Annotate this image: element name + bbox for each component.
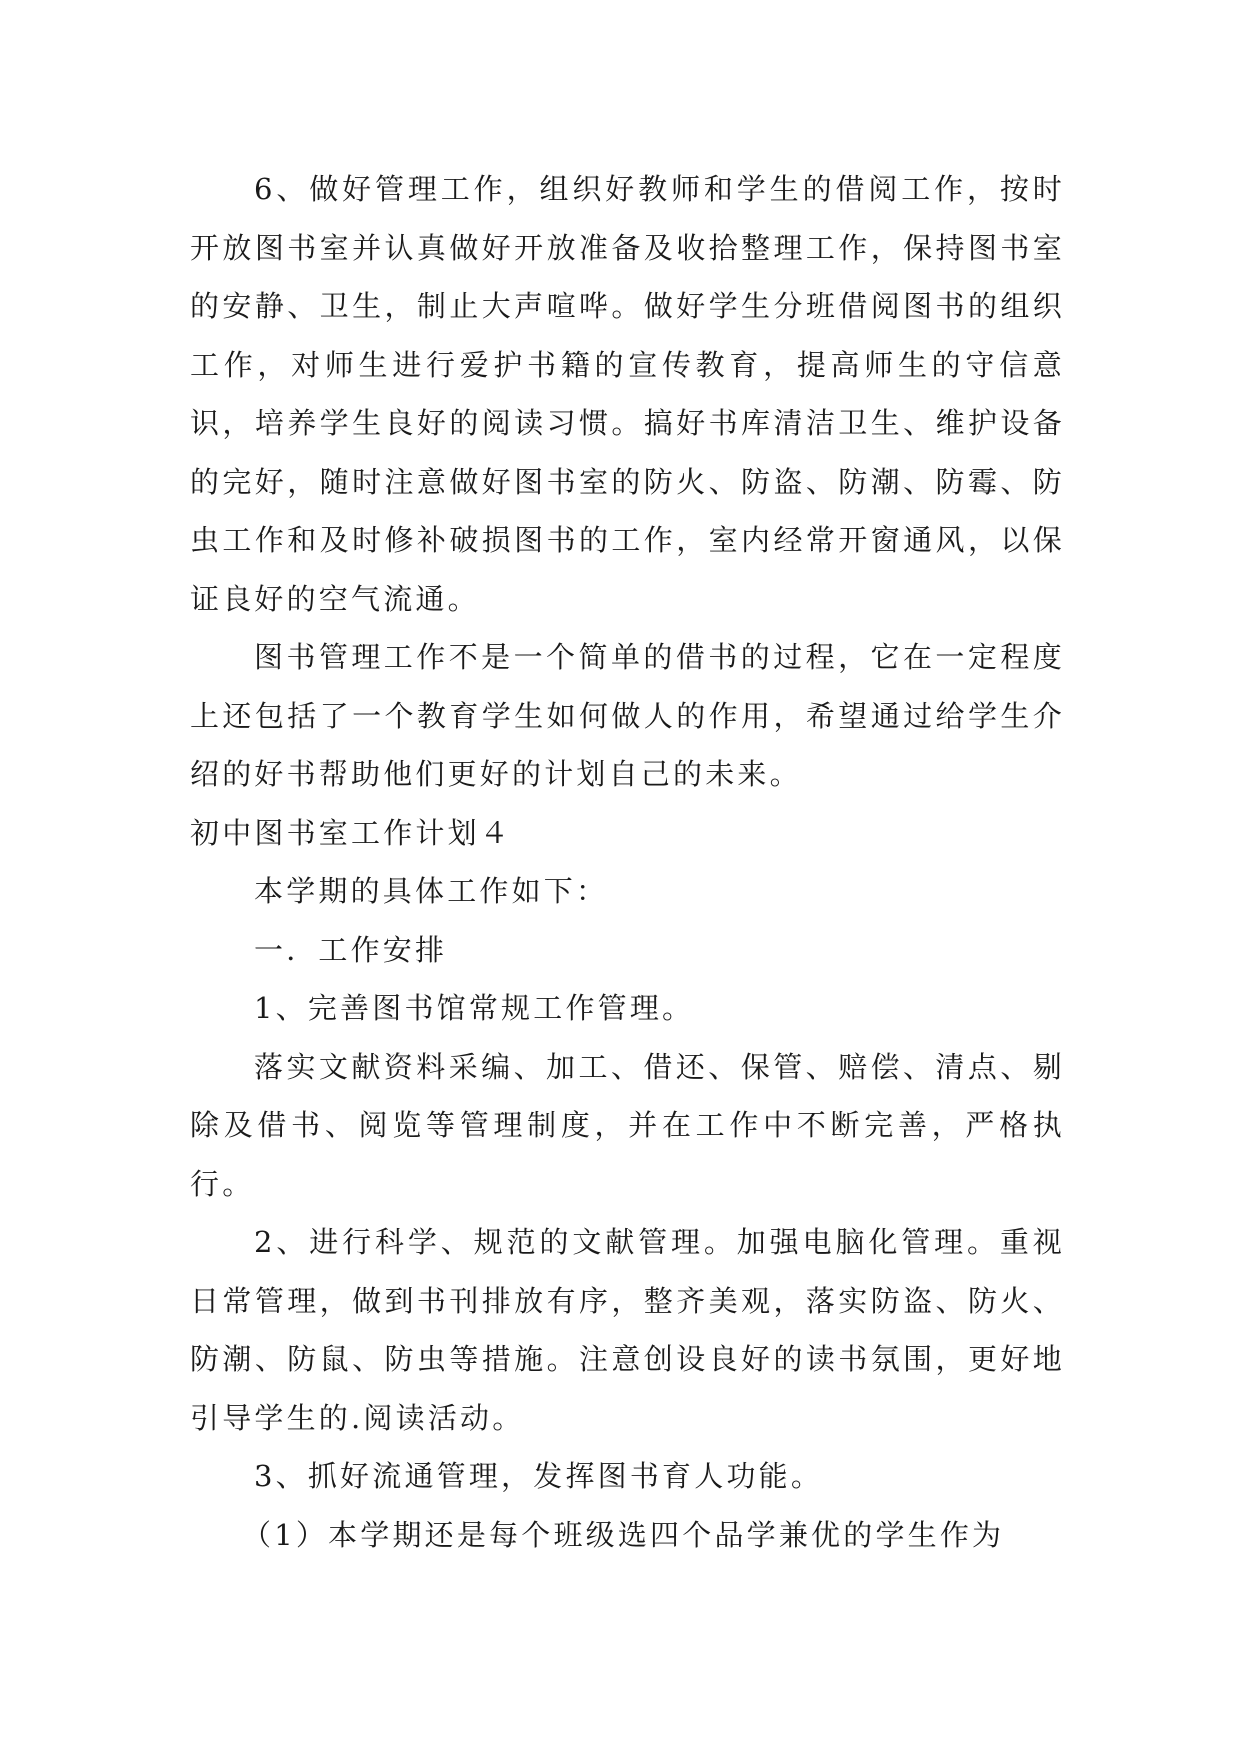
list-item-2: 2、进行科学、规范的文献管理。加强电脑化管理。重视日常管理，做到书刊排放有序，整齐美观，落实防盗、防火、防潮、防鼠、防虫等措施。注意创设良好的读书氛围，更好地引导学生的.阅读活动。 (190, 1225, 1065, 1435)
list-subitem-1: （1）本学期还是每个班级选四个品学兼优的学生作为 (242, 1517, 1005, 1552)
paragraph-intro: 本学期的具体工作如下： (254, 874, 609, 908)
list-item-3: 3、抓好流通管理，发挥图书育人功能。 (254, 1459, 824, 1493)
document-page (190, 160, 1065, 1564)
list-item-1: 1、完善图书馆常规工作管理。 (254, 991, 695, 1025)
subheading-work-arrangement: 一．工作安排 (254, 932, 448, 967)
paragraph-library-education: 图书管理工作不是一个简单的借书的过程，它在一定程度上还包括了一个教育学生如何做人的作用，希望通过给学生介绍的好书帮助他们更好的计划自己的未来。 (190, 640, 1065, 791)
section-title: 初中图书室工作计划４ (190, 815, 513, 850)
paragraph-management-work: 6、做好管理工作，组织好教师和学生的借阅工作，按时开放图书室并认真做好开放准备及收拾整理工作，保持图书室的安静、卫生，制止大声喧哗。做好学生分班借阅图书的组织工作，对师生进行爱护书籍的宣传教育，提高师生的守信意识，培养学生良好的阅读习惯。搞好书库清洁卫生、维护设备的完好，随时注意做好图书室的防火、防盗、防潮、防霉、防虫工作和及时修补破损图书的工作，室内经常开窗通风，以保证良好的空气流通。 (190, 172, 1065, 616)
paragraph-system-rules: 落实文献资料采编、加工、借还、保管、赔偿、清点、剔除及借书、阅览等管理制度，并在工作中不断完善，严格执行。 (190, 1049, 1065, 1201)
